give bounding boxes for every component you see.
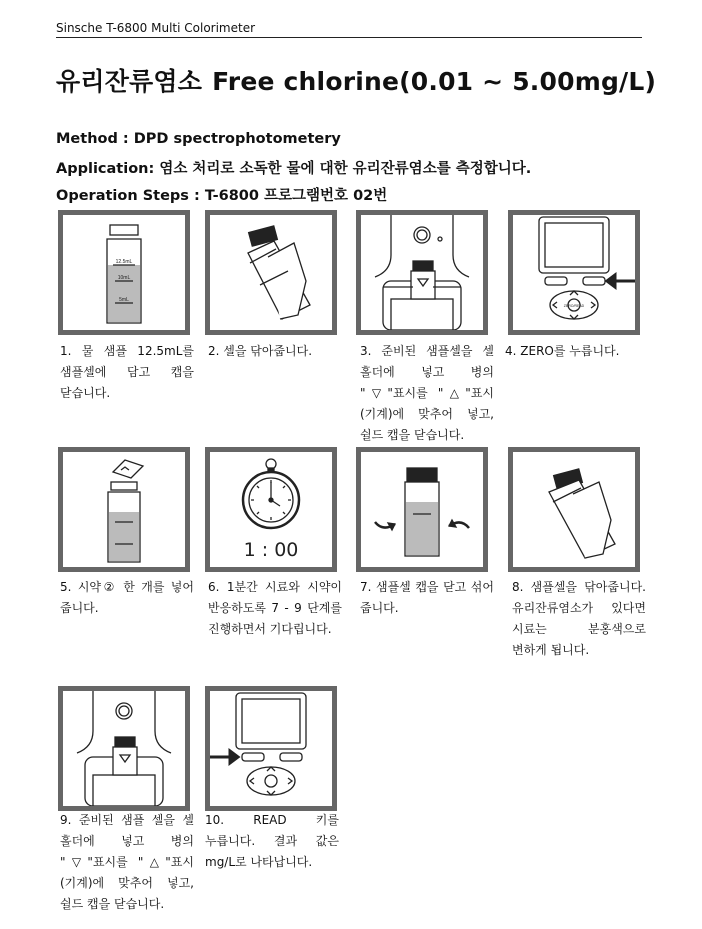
step-6-caption: 6. 1분간 시료와 시약이 반응하도록 7 - 9 단계를 진행하면서 기다립니다. — [208, 580, 342, 636]
vial-mark-12-5: 12.5mL — [115, 259, 133, 265]
step-9-caption: 9. 준비된 샘플 셀을 셀 홀더에 넣고 병의 "▽"표시를 "△"표시(기계)에 맞추어 넣고, 쉴드 캡을 닫습니다. — [60, 813, 194, 911]
step-7-illustration — [356, 447, 488, 572]
step-8-caption: 8. 샘플셀을 닦아줍니다. 유리잔류염소가 있다면 시료는 분홍색으로 변하게 됩니다. — [512, 580, 646, 657]
step-3-illustration — [356, 210, 488, 335]
step-10-caption: 10. READ 키를 누릅니다. 결과 값은 mg/L로 나타납니다. — [205, 813, 339, 869]
step-7-caption: 7. 샘플셀 캡을 닫고 섞어 줍니다. — [360, 580, 494, 615]
step-4-caption: 4. ZERO를 누릅니다. — [505, 344, 620, 358]
step-5-illustration — [58, 447, 190, 572]
timer-text: 1 : 00 — [243, 539, 299, 561]
step-9-illustration — [58, 686, 190, 811]
document-header: Sinsche T-6800 Multi Colorimeter — [56, 20, 642, 38]
step-1-caption: 1. 물 샘플 12.5mL를 샘플셀에 담고 캡을 닫습니다. — [60, 344, 194, 400]
vial-mark-5: 5mL — [119, 297, 129, 303]
page-title — [56, 62, 656, 98]
step-2-caption: 2. 셀을 닦아줍니다. — [208, 344, 313, 358]
title-english: Free chlorine(0.01 ~ 5.00mg/L) — [212, 67, 657, 96]
step-1-illustration — [58, 210, 190, 335]
step-6-illustration — [205, 447, 337, 572]
application-line: Application: 염소 처리로 소독한 물에 대한 유리잔류염소를 측정합니다. — [56, 161, 532, 177]
method-line: Method : DPD spectrophotometery — [56, 131, 341, 147]
step-2-illustration — [205, 210, 337, 335]
step-8-illustration — [508, 447, 640, 572]
step-10-illustration — [205, 686, 337, 811]
title-korean: 유리잔류염소 — [56, 67, 203, 96]
operation-steps-line: Operation Steps : T-6800 프로그램번호 02번 — [56, 188, 388, 204]
step-3-caption: 3. 준비된 샘플셀을 셀 홀더에 넣고 병의 "▽"표시를 "△"표시(기계)에 맞추어 넣고, 쉴드 캡을 닫습니다. — [360, 344, 494, 442]
step-5-caption: 5. 시약② 한 개를 넣어 줍니다. — [60, 580, 194, 615]
vial-mark-10: 10mL — [117, 275, 131, 281]
step-4-illustration — [508, 210, 640, 335]
key-label: ZERO/READ — [563, 304, 585, 308]
